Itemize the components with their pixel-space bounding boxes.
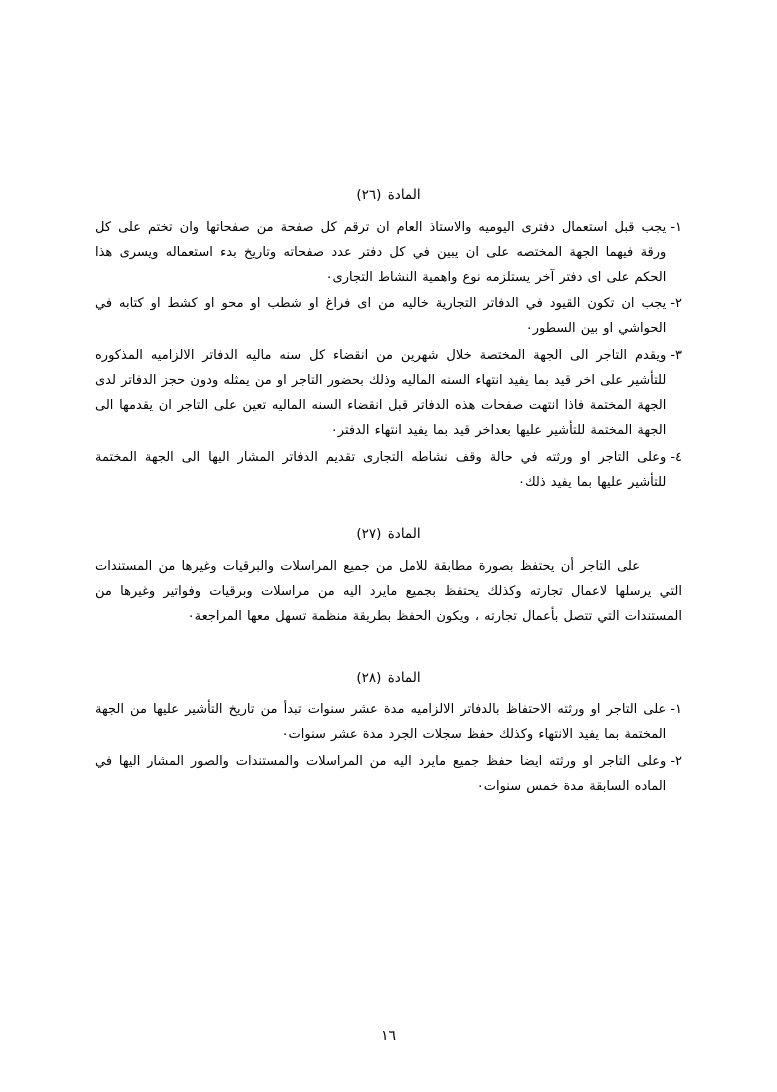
clause-item — [95, 216, 682, 291]
clause-text: يجب قبل استعمال دفترى اليوميه والاستاذ العام ان ترقم كل صفحة من صفحاتها وان تختم على كل ورقة فيهما الجهة المختصه على ان يبين في كل دفتر عدد صفحاته وتاريخ بدء استعماله ويسرى هذا الحكم على اى دفتر آخر يستلزمه نوع واهمية النشاط التجارى٠ — [95, 219, 667, 285]
clause-item — [95, 698, 682, 748]
clause-number: ٤- — [670, 450, 682, 466]
clause-number: ١- — [670, 702, 682, 718]
clause-text: على التاجر او ورثته الاحتفاظ بالدفاتر الالزاميه مدة عشر سنوات تبدأ من تاريخ التأشير عليها من الجهة المختمة بما يفيد الانتهاء وكذلك حفظ سجلات الجرد مدة عشر سنوات٠ — [95, 702, 667, 743]
article-paragraph: على التاجر أن يحتفظ بصورة مطابقة للامل من جميع المراسلات والبرقيات وغيرها من المستندات التي يرسلها لاعمال تجارته وكذلك يحتفظ بجميع مايرد اليه من مراسلات وبرقيات وفواتير وغيرها من المستندات التي تتصل بأعمال تجارته ، ويكون الحفظ بطريقة منظمة تسهل معها المراجعة٠ — [95, 558, 682, 624]
article-heading-26: المادة (٢٦) — [356, 187, 421, 203]
article-block-28 — [95, 668, 682, 800]
clause-item — [95, 344, 682, 444]
clause-number: ٣- — [670, 348, 682, 364]
clause-number: ٢- — [670, 296, 682, 312]
clause-text: وعلى التاجر او ورثته في حالة وقف نشاطه التجارى تقديم الدفاتر المشار اليها الى الجهة المختمة للتأشير عليها بما يفيد ذلك٠ — [95, 450, 667, 491]
article-heading-28: المادة (٢٨) — [356, 669, 421, 686]
clause-item — [95, 292, 682, 342]
article-heading-27: المادة (٢٧) — [356, 526, 421, 543]
article-block-27 — [95, 524, 682, 629]
clause-item — [95, 446, 682, 496]
clause-text: وعلى التاجر او ورثته ايضا حفظ جميع مايرد اليه من المراسلات والمستندات والصور المشار اليها في الماده السابقة مدة خمس سنوات٠ — [95, 754, 667, 794]
clause-text: ويقدم التاجر الى الجهة المختصة خلال شهرين من انقضاء كل سنه ماليه الدفاتر الالزاميه المذكوره للتأشير على اخر قيد بما يفيد انتهاء السنه الماليه وذلك بحضور التاجر او من يمثله ودون حجز الدفاتر لدى الجهة المختمة فاذا انتهت صفحات هذه الدفاتر قبل انقضاء السنه الماليه تعين على التاجر ان يقدمها الى الجهة المختمة للتأشير عليها بعداخر قيد بما يفيد انتهاء الدفتر٠ — [95, 348, 667, 439]
document-body — [95, 185, 682, 818]
clause-number: ١- — [670, 219, 682, 235]
section-spacer — [95, 648, 682, 668]
clause-number: ٢- — [670, 754, 682, 770]
clause-item — [95, 750, 682, 800]
clause-text: يجب ان تكون القيود في الدفاتر التجارية خاليه من اى فراغ او شطب او محو او كشط او كتابه في الحواشي او بين السطور٠ — [95, 296, 667, 337]
article-block-26 — [95, 185, 682, 496]
page-number: ١٦ — [380, 1028, 397, 1044]
section-spacer — [95, 514, 682, 524]
